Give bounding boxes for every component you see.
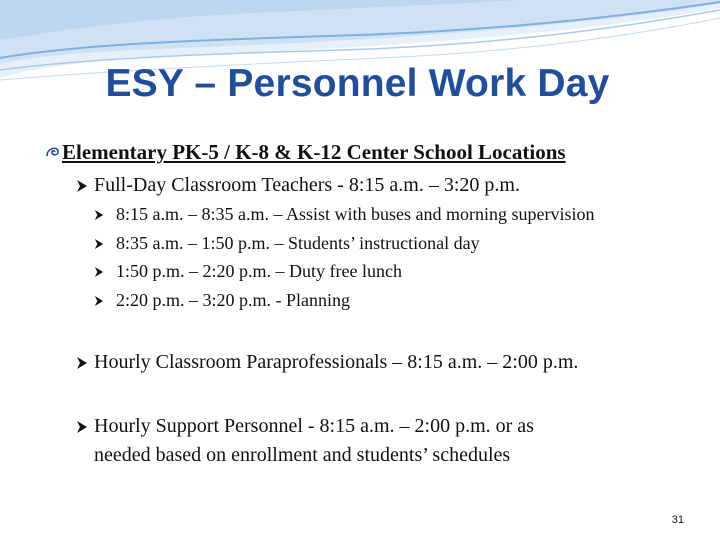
arrow-bullet-icon [94,201,104,232]
section-heading [45,140,566,165]
arrow-bullet-icon [94,258,104,289]
list-item-text: Full-Day Classroom Teachers - 8:15 a.m. – 3:20 p.m. [94,174,520,196]
sub-list-item-text: 2:20 p.m. – 3:20 p.m. - Planning [116,290,350,310]
sub-list-item-text: 1:50 p.m. – 2:20 p.m. – Duty free lunch [116,261,402,281]
list-item-text: needed based on enrollment and students’ schedules [94,444,511,466]
list-item-text: Hourly Classroom Paraprofessionals – 8:15 a.m. – 2:00 p.m. [94,351,579,373]
sub-list-item-text: 8:35 a.m. – 1:50 p.m. – Students’ instructional day [116,233,480,253]
page-title: ESY – Personnel Work Day [105,62,610,105]
arrow-bullet-icon [76,171,88,202]
arrow-bullet-icon [76,348,88,379]
curl-icon [45,144,61,160]
page-number: 31 [671,514,684,526]
section-heading-text: Elementary PK-5 / K-8 & K-12 Center School Locations [62,140,566,164]
arrow-bullet-icon [76,412,88,443]
list-item-text: Hourly Support Personnel - 8:15 a.m. – 2:00 p.m. or as [94,415,534,437]
arrow-bullet-icon [94,230,104,261]
sub-list-item-text: 8:15 a.m. – 8:35 a.m. – Assist with buses and morning supervision [116,204,595,224]
arrow-bullet-icon [94,287,104,318]
